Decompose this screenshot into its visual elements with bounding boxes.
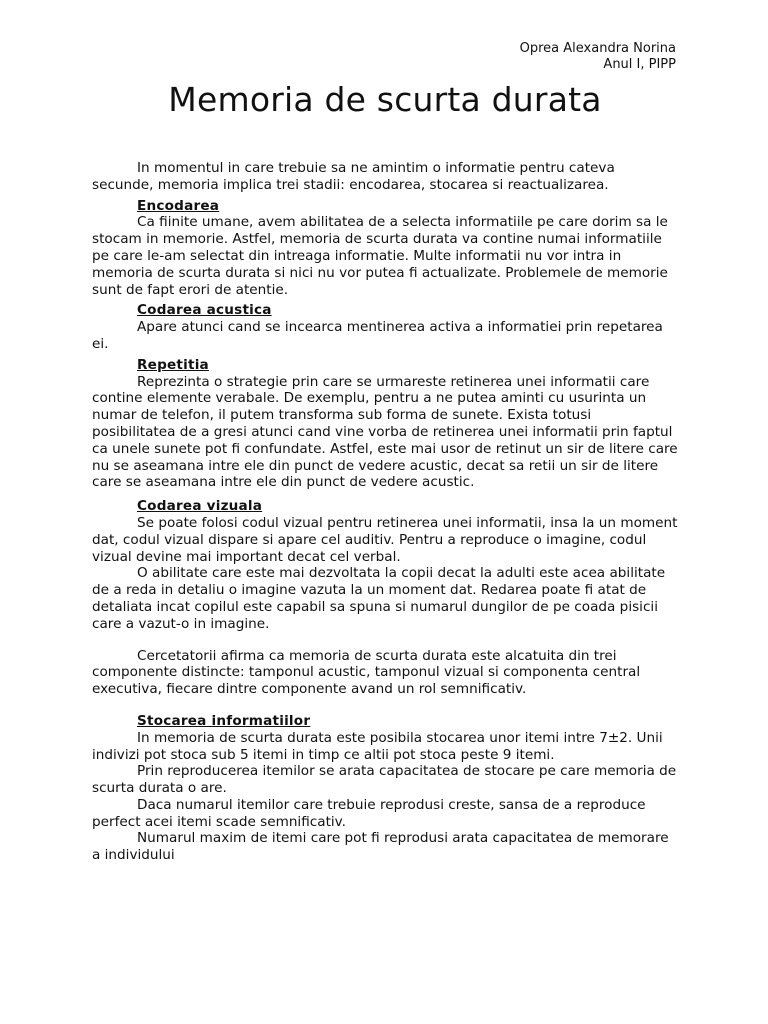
heading-stocarea: Stocarea informatiilor bbox=[137, 712, 311, 729]
author-year-program: Anul I, PIPP bbox=[603, 57, 676, 72]
heading-encodarea: Encodarea bbox=[137, 197, 220, 214]
paragraph-encodarea: Ca fiinite umane, avem abilitatea de a selecta informatiile pe care dorim sa le stocam in memorie. Astfel, memoria de scurta durata va contine numai informatiile pe care le-am selectat din intreaga informatie. Multe informatii nu vor intra in memoria de scurta durata si nici nu vor putea fi actualizate. Problemele de memorie sunt de fapt erori de atentie. bbox=[92, 214, 668, 298]
document-body bbox=[92, 160, 678, 864]
heading-repetitia: Repetitia bbox=[137, 356, 209, 373]
intro-paragraph: In momentul in care trebuie sa ne amintim o informatie pentru cateva secunde, memoria implica trei stadii: encodarea, stocarea si reactualizarea. bbox=[92, 160, 615, 193]
heading-codarea-acustica: Codarea acustica bbox=[137, 302, 272, 319]
paragraph-codarea-vizuala-2: O abilitate care este mai dezvoltata la copii decat la adulti este acea abilitate de a reda in detaliu o imagine vazuta la un moment dat. Redarea poate fi atat de detaliata incat copilul este capabil sa spuna si numarul dungilor de pe coada pisicii care a vazut-o in imagine. bbox=[92, 565, 666, 632]
paragraph-codarea-acustica: Apare atunci cand se incearca mentinerea activa a informatiei prin repetarea ei. bbox=[92, 319, 663, 352]
document-title: Memoria de scurta durata bbox=[168, 80, 602, 119]
paragraph-codarea-vizuala-1: Se poate folosi codul vizual pentru retinerea unei informatii, insa la un moment dat, codul vizual dispare si apare cel auditiv. Pentru a reproduce o imagine, codul vizual devine mai important decat cel verbal. bbox=[92, 514, 678, 565]
author-block bbox=[92, 41, 676, 73]
heading-codarea-vizuala: Codarea vizuala bbox=[137, 498, 263, 515]
paragraph-stocarea-2: Prin reproducerea itemilor se arata capacitatea de stocare pe care memoria de scurta durata o are. bbox=[92, 763, 677, 797]
document-page bbox=[92, 41, 678, 864]
paragraph-stocarea-3: Daca numarul itemilor care trebuie reprodusi creste, sansa de a reproduce perfect acei itemi scade semnificativ. bbox=[92, 796, 646, 830]
paragraph-stocarea-4: Numarul maxim de itemi care pot fi reprodusi arata capacitatea de memorare a individului bbox=[92, 830, 669, 864]
author-name: Oprea Alexandra Norina bbox=[519, 41, 676, 56]
paragraph-stocarea-1: In memoria de scurta durata este posibila stocarea unor itemi intre 7±2. Unii indivizi pot stoca sub 5 itemi in timp ce altii pot stoca peste 9 itemi. bbox=[92, 729, 663, 763]
paragraph-cercetatorii: Cercetatorii afirma ca memoria de scurta durata este alcatuita din trei componente distincte: tamponul acustic, tamponul vizual si componenta central executiva, fiecare dintre componente avand un rol semnificativ. bbox=[92, 647, 641, 698]
paragraph-repetitia: Reprezinta o strategie prin care se urmareste retinerea unei informatii care contine elemente verabale. De exemplu, pentru a ne putea aminti cu usurinta un numar de telefon, il putem transforma sub forma de sunete. Exista totusi posibilitatea de a gresi atunci cand vine vorba de retinerea unei informatii prin faptul ca unele sunete pot fi confundate. Astfel, este mai usor de retinut un sir de litere care nu se aseamana intre ele din punct de vedere acustic, decat sa retii un sir de litere care se aseamana intre ele din punct de vedere acustic. bbox=[92, 373, 678, 491]
